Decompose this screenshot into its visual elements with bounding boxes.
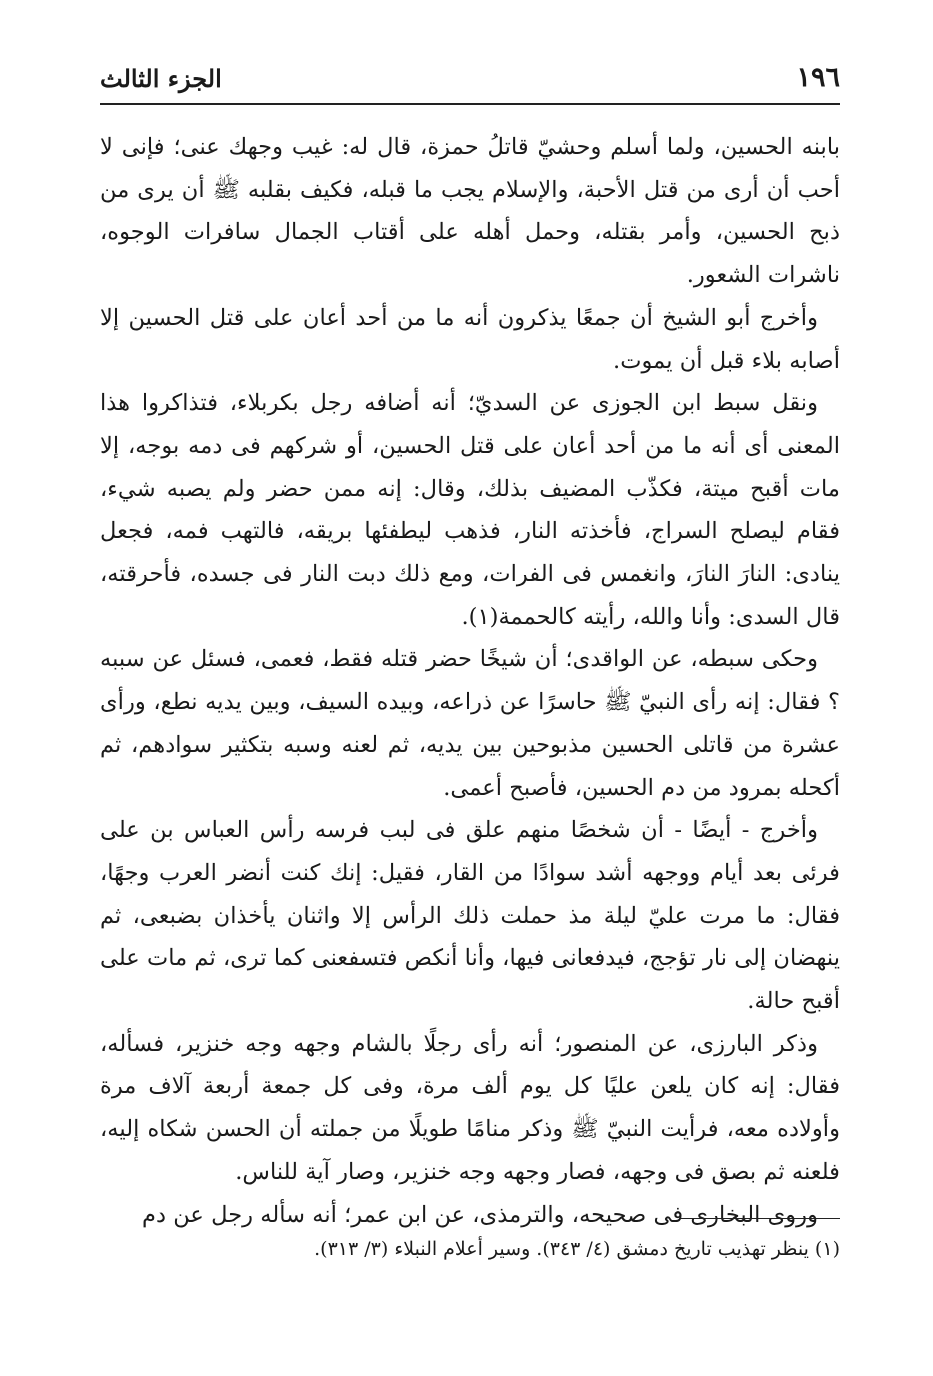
- paragraph: وأخرج أبو الشيخ أن جمعًا يذكرون أنه ما من أحد أعان على قتل الحسين إلا أصابه بلاء قبل أن يموت.: [100, 304, 840, 374]
- paragraph: وأخرج - أيضًا - أن شخصًا منهم علق فى لبب فرسه رأس العباس بن على فرئى بعد أيام ووجهه أشد سوادًا من القار، فقيل: إنك كنت أنضر العرب وجهًا، فقال: ما مرت عليّ ليلة مذ حملت ذلك الرأس إلا واثنان يأخذان بضبعى، ثم ينهضان إلى نار تؤجج، فيدفعانى فيها، وأنا أنكص فتسفعنى كما ترى، ثم مات على أقبح حالة.: [100, 817, 840, 1015]
- paragraph: بابنه الحسين، ولما أسلم وحشيّ قاتلُ حمزة، قال له: غيب وجهك عنى؛ فإنى لا أحب أن أرى من قتل الأحبة، والإسلام يجب ما قبله، فكيف بقلبه ﷺ أن يرى من ذبح الحسين، وأمر بقتله، وحمل أهله على أقتاب الجمال سافرات الوجوه، ناشرات الشعور.: [100, 134, 840, 289]
- footnote: (١) ينظر تهذيب تاريخ دمشق (٤/ ٣٤٣). وسير أعلام النبلاء (٣/ ٣١٣).: [314, 1238, 840, 1260]
- running-head: الجزء الثالث: [100, 64, 222, 93]
- main-text: [100, 126, 840, 1236]
- page-header: [100, 58, 840, 98]
- footnote-rule: [680, 1218, 840, 1219]
- paragraph: وذكر البارزى، عن المنصور؛ أنه رأى رجلًا بالشام وجهه وجه خنزير، فسأله، فقال: إنه كان يلعن عليًا كل يوم ألف مرة، وفى كل جمعة أربعة آلاف مرة وأولاده معه، فرأيت النبيّ ﷺ وذكر منامًا طويلًا من جملته أن الحسن شكاه إليه، فلعنه ثم بصق فى وجهه، فصار وجهه وجه خنزير، وصار آية للناس.: [100, 1030, 840, 1185]
- paragraph: ونقل سبط ابن الجوزى عن السديّ؛ أنه أضافه رجل بكربلاء، فتذاكروا هذا المعنى أى أنه ما من أحد أعان على قتل الحسين، أو شركهم فى دمه بوجه، إلا مات أقبح ميتة، فكذّب المضيف بذلك، وقال: إنه ممن حضر ولم يصبه شيء، فقام ليصلح السراج، فأخذته النار، فذهب ليطفئها بريقه، فالتهب فمه، فجعل ينادى: النارَ النارَ، وانغمس فى الفرات، ومع ذلك دبت النار فى جسده، فأحرقته، قال السدى: وأنا والله، رأيته كالحممة(١).: [100, 390, 840, 630]
- paragraph: وحكى سبطه، عن الواقدى؛ أن شيخًا حضر قتله فقط، فعمى، فسئل عن سببه ؟ فقال: إنه رأى النبيّ ﷺ حاسرًا عن ذراعه، وبيده السيف، وبين يديه نطع، ورأى عشرة من قاتلى الحسين مذبوحين بين يديه، ثم لعنه وسبه بتكثير سوادهم، ثم أكحله بمرود من دم الحسين، فأصبح أعمى.: [100, 646, 840, 801]
- header-rule: [100, 103, 840, 105]
- page-number: ١٩٦: [796, 62, 840, 93]
- paragraph: وروى البخارى فى صحيحه، والترمذى، عن ابن عمر؛ أنه سأله رجل عن دم: [142, 1201, 818, 1228]
